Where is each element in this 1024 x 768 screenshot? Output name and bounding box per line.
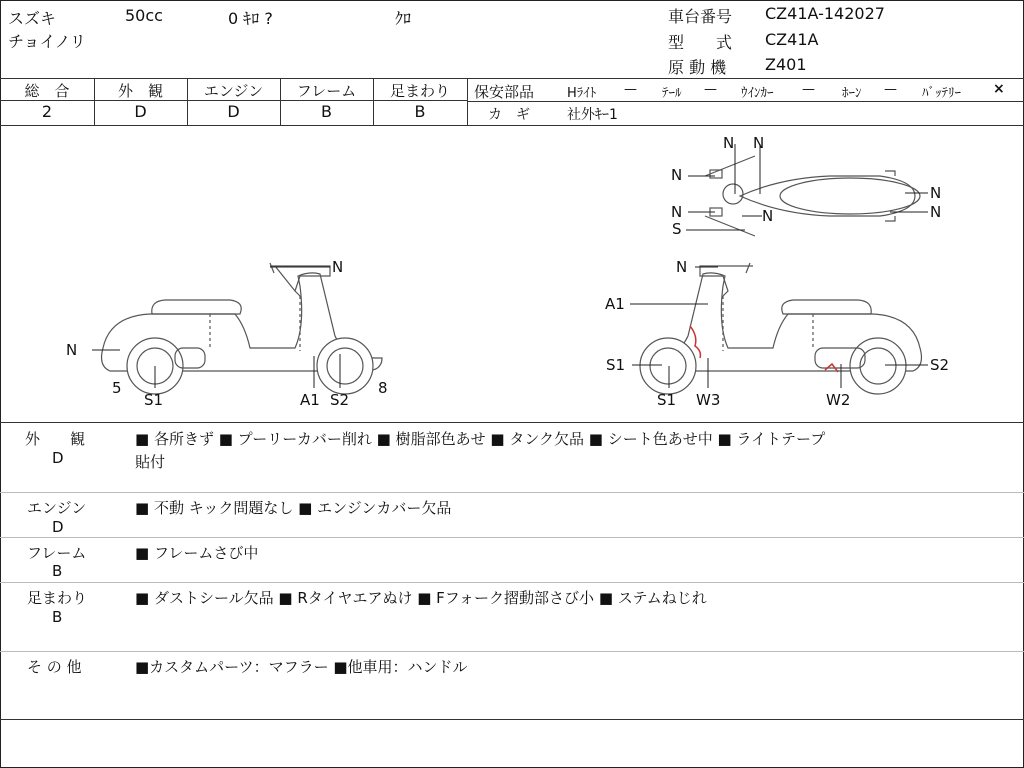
engine-value: Z401 <box>765 55 807 74</box>
displacement: 50cc <box>125 6 163 25</box>
score-value-overall: 2 <box>41 102 53 121</box>
note-text-exterior: ■ 各所きず ■ プーリーカバー削れ ■ 樹脂部色あせ ■ タンク欠品 ■ シート色あせ中 ■ ライトテープ <box>135 430 826 448</box>
label-top-n5: N <box>762 207 774 225</box>
safety-tail: ﾃｰﾙ <box>662 86 682 101</box>
divider <box>0 78 1024 79</box>
label-right-s1-side: S1 <box>606 356 626 374</box>
note-grade-exterior: D <box>52 449 64 467</box>
label-left-5: 5 <box>112 379 122 397</box>
chassis-value: CZ41A-142027 <box>765 4 885 23</box>
note-label-engine: エンジン <box>27 499 87 517</box>
note-label-exterior: 外 観 <box>25 430 86 448</box>
label-left-n-front: N <box>66 341 78 359</box>
scooter-top-view <box>705 156 920 236</box>
note-text-engine: ■ 不動 キック問題なし ■ エンジンカバー欠品 <box>135 499 452 517</box>
color: ｸﾛ <box>395 9 412 28</box>
label-right-n: N <box>676 258 688 276</box>
label-right-w3: W3 <box>696 391 721 409</box>
divider <box>467 78 468 125</box>
damage-diagram <box>0 126 1024 422</box>
note-label-suspension: 足まわり <box>27 589 88 607</box>
divider <box>0 422 1024 423</box>
divider <box>0 492 1024 493</box>
safety-headlight-mark: — <box>624 82 637 97</box>
label-right-s1: S1 <box>657 391 677 409</box>
note-grade-engine: D <box>52 518 64 536</box>
key-label: カ ギ <box>488 107 530 123</box>
label-top-n4: N <box>671 203 683 221</box>
safety-winker: ｳｲﾝｶｰ <box>741 86 774 101</box>
note-text2-exterior: 貼付 <box>135 453 166 471</box>
label-left-8: 8 <box>378 379 388 397</box>
label-top-n1: N <box>723 134 735 152</box>
note-text-other: ■カスタムパーツ：マフラー ■他車用：ハンドル <box>135 658 468 676</box>
key-value: 社外ｷｰ1 <box>567 107 618 123</box>
note-grade-frame: B <box>52 562 63 580</box>
safety-battery: ﾊﾞｯﾃﾘｰ <box>922 86 961 101</box>
label-right-a1: A1 <box>605 295 625 313</box>
divider <box>0 719 1024 720</box>
note-label-frame: フレーム <box>27 544 87 562</box>
maker: スズキ <box>8 9 57 28</box>
safety-horn: ﾎｰﾝ <box>842 86 862 101</box>
safety-headlight: Hﾗｲﾄ <box>567 86 597 101</box>
model-name: チョイノリ <box>8 32 86 51</box>
label-top-n3: N <box>671 166 683 184</box>
chassis-label: 車台番号 <box>668 7 733 26</box>
label-top-n6: N <box>930 184 942 202</box>
label-left-a1: A1 <box>300 391 320 409</box>
score-label-frame: フレーム <box>296 82 357 100</box>
note-text-frame: ■ フレームさび中 <box>135 544 259 562</box>
divider <box>0 651 1024 652</box>
scooter-right-view <box>640 263 921 394</box>
label-left-s1: S1 <box>144 391 164 409</box>
score-value-exterior: D <box>134 102 147 121</box>
type-value: CZ41A <box>765 30 819 49</box>
label-left-n-handle: N <box>332 258 344 276</box>
score-label-suspension: 足まわり <box>389 82 450 100</box>
score-label-overall: 総 合 <box>24 82 70 100</box>
engine-label: 原 動 機 <box>668 58 727 77</box>
divider <box>0 537 1024 538</box>
safety-label: 保安部品 <box>474 83 535 101</box>
safety-horn-mark: — <box>884 82 897 97</box>
score-label-exterior: 外 観 <box>117 82 163 100</box>
score-value-suspension: B <box>414 102 426 121</box>
note-grade-suspension: B <box>52 608 63 626</box>
label-left-s2: S2 <box>330 391 350 409</box>
divider <box>467 101 1024 102</box>
safety-tail-mark: — <box>704 82 717 97</box>
label-right-w2: W2 <box>826 391 851 409</box>
score-value-frame: B <box>321 102 332 121</box>
divider <box>0 582 1024 583</box>
safety-winker-mark: — <box>802 82 815 97</box>
label-top-n7: N <box>930 203 942 221</box>
label-top-n2: N <box>753 134 765 152</box>
mileage: 0 ｷﾛ ? <box>228 9 273 28</box>
type-label: 型 式 <box>668 33 733 52</box>
score-label-engine: エンジン <box>203 82 264 100</box>
label-right-s2: S2 <box>930 356 950 374</box>
safety-battery-mark: × <box>993 81 1005 97</box>
note-text-suspension: ■ ダストシール欠品 ■ Rタイヤエアぬけ ■ Fフォーク摺動部さび小 ■ ステムねじれ <box>135 589 707 607</box>
score-value-engine: D <box>227 102 240 121</box>
note-label-other: そ の 他 <box>27 658 82 676</box>
label-top-s: S <box>672 220 682 238</box>
